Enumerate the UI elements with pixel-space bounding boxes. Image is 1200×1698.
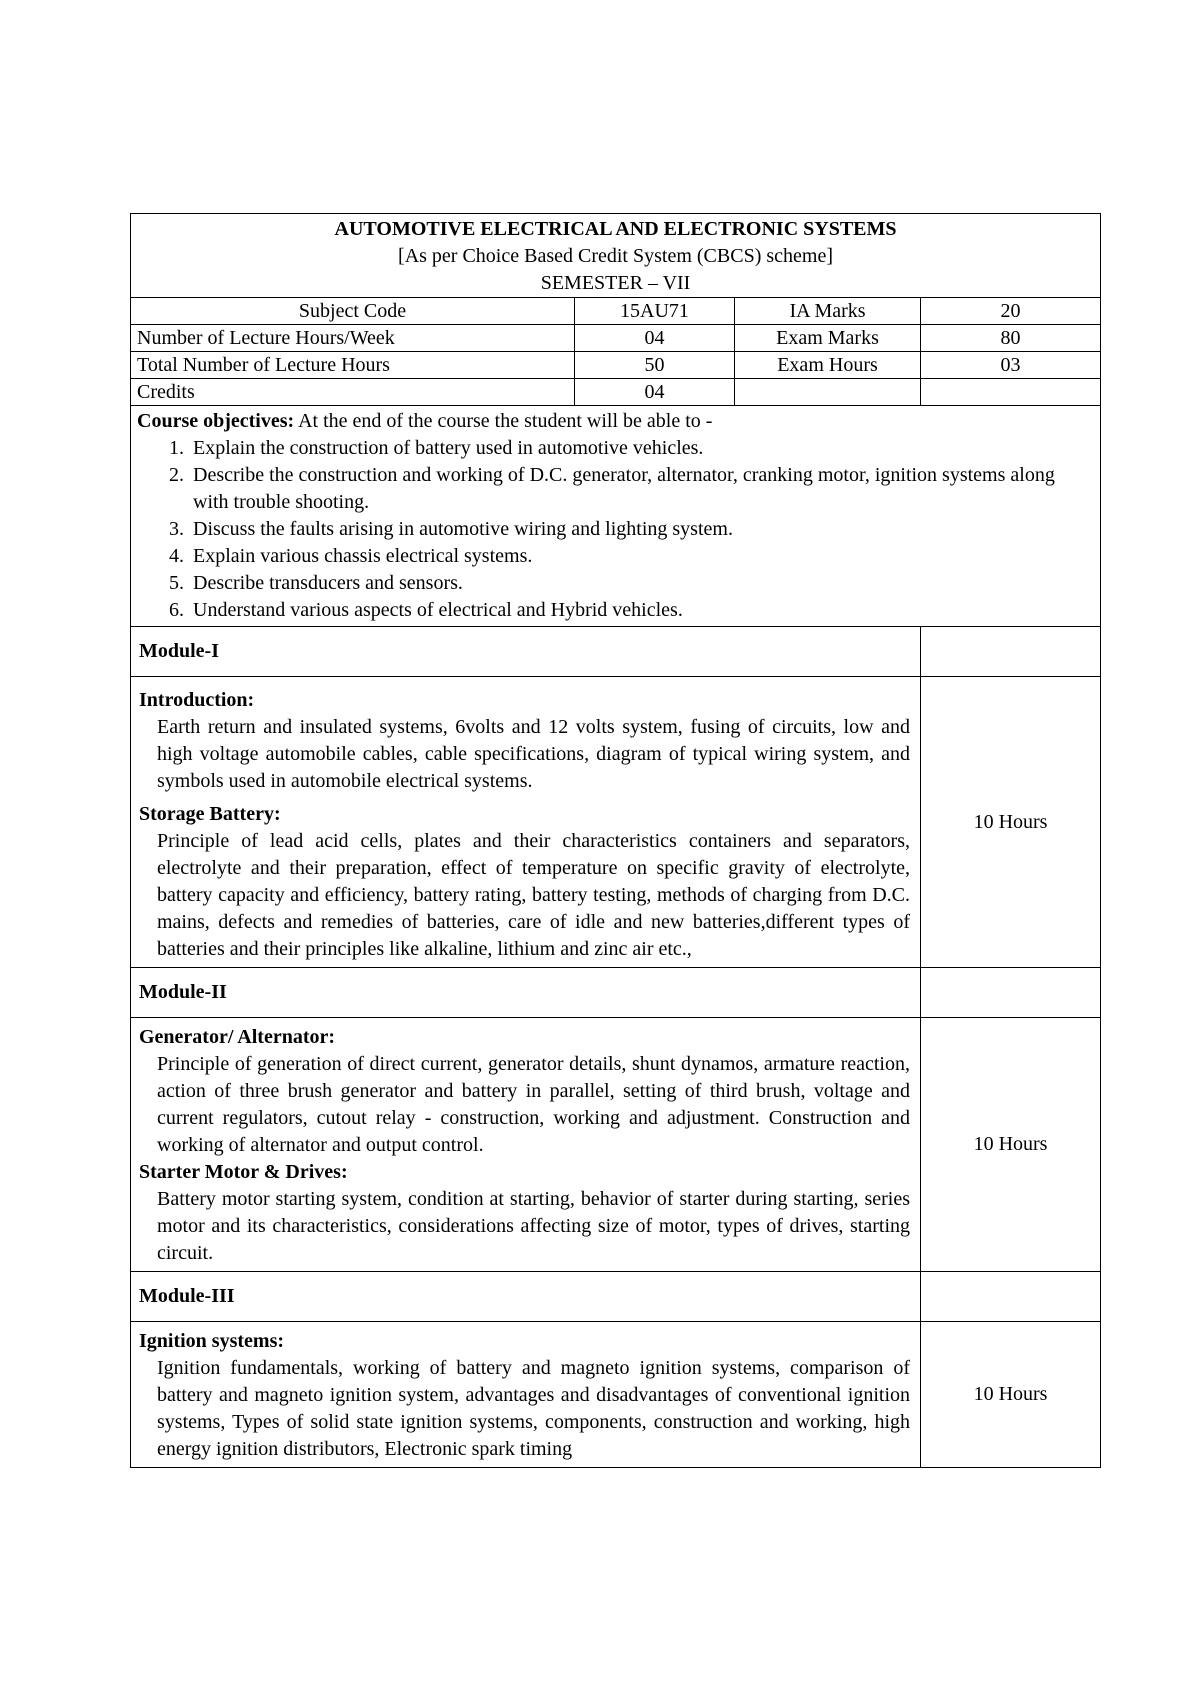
- module-hours: 10 Hours: [921, 677, 1101, 968]
- objective-item: 2. Describe the construction and working of D.C. generator, alternator, cranking motor, ignition systems along with trouble shooting.: [189, 462, 1094, 516]
- topic-heading: Ignition systems:: [139, 1330, 285, 1352]
- empty-cell: [735, 379, 921, 406]
- scheme-line: [As per Choice Based Credit System (CBCS) scheme]: [398, 245, 833, 267]
- module-body: [131, 1018, 921, 1272]
- exam-marks-label: Exam Marks: [735, 325, 921, 352]
- course-title: AUTOMOTIVE ELECTRICAL AND ELECTRONIC SYSTEMS: [334, 218, 897, 240]
- module-hours-blank: [921, 1272, 1101, 1322]
- module-title: Module-II: [131, 968, 921, 1018]
- objective-item: 3. Discuss the faults arising in automotive wiring and lighting system.: [189, 516, 1094, 543]
- objective-item: 5. Describe transducers and sensors.: [189, 570, 1094, 597]
- objectives-intro: [137, 408, 1094, 435]
- header-row: [131, 214, 1101, 298]
- ia-marks-value: 20: [921, 298, 1101, 325]
- objectives-list: [137, 435, 1094, 624]
- info-row: [131, 352, 1101, 379]
- header-cell: [131, 214, 1101, 298]
- topic-text: Battery motor starting system, condition at starting, behavior of starter during starting, series motor and its characteristics, considerations affecting size of motor, types of drives, starting circuit.: [157, 1188, 910, 1264]
- module-title-row: [131, 968, 1101, 1018]
- module-hours-blank: [921, 968, 1101, 1018]
- subject-code-value: 15AU71: [575, 298, 735, 325]
- objective-item: 6. Understand various aspects of electrical and Hybrid vehicles.: [189, 597, 1094, 624]
- module-hours: 10 Hours: [921, 1322, 1101, 1468]
- lecture-hours-week-value: 04: [575, 325, 735, 352]
- topic-text: Earth return and insulated systems, 6volts and 12 volts system, fusing of circuits, low and high voltage automobile cables, cable specifications, diagram of typical wiring system, and symbols used in automobile electrical systems.: [157, 716, 910, 792]
- empty-cell: [921, 379, 1101, 406]
- info-row: [131, 325, 1101, 352]
- semester-line: SEMESTER – VII: [540, 272, 691, 294]
- exam-marks-value: 80: [921, 325, 1101, 352]
- topic-heading: Storage Battery:: [139, 803, 281, 825]
- module-title-row: [131, 1272, 1101, 1322]
- exam-hours-value: 03: [921, 352, 1101, 379]
- credits-label: Credits: [131, 379, 575, 406]
- syllabus-sheet: [130, 213, 1100, 1468]
- module-body: [131, 677, 921, 968]
- module-hours: 10 Hours: [921, 1018, 1101, 1272]
- topic-heading: Generator/ Alternator:: [139, 1026, 336, 1048]
- subject-code-label: Subject Code: [131, 298, 575, 325]
- info-row: [131, 298, 1101, 325]
- exam-hours-label: Exam Hours: [735, 352, 921, 379]
- objectives-row: [131, 406, 1101, 627]
- module-body-row: [131, 677, 1101, 968]
- topic-heading: Introduction:: [139, 689, 255, 711]
- credits-value: 04: [575, 379, 735, 406]
- module-title: Module-III: [131, 1272, 921, 1322]
- module-title-row: [131, 627, 1101, 677]
- module-body-row: [131, 1322, 1101, 1468]
- topic-heading: Starter Motor & Drives:: [139, 1161, 348, 1183]
- lecture-hours-week-label: Number of Lecture Hours/Week: [131, 325, 575, 352]
- module-hours-blank: [921, 627, 1101, 677]
- topic-text: Ignition fundamentals, working of battery and magneto ignition systems, comparison of battery and magneto ignition system, advantages and disadvantages of conventional ignition systems, Types of solid state ignition systems, components, construction and working, high energy ignition distributors, Electronic spark timing: [157, 1357, 910, 1460]
- objective-item: 4. Explain various chassis electrical systems.: [189, 543, 1094, 570]
- total-lecture-hours-label: Total Number of Lecture Hours: [131, 352, 575, 379]
- objectives-label: Course objectives:: [137, 410, 295, 432]
- topic-text: Principle of lead acid cells, plates and their characteristics containers and separators, electrolyte and their preparation, effect of temperature on specific gravity of electrolyte, battery capacity and efficiency, battery rating, battery testing, methods of charging from D.C. mains, defects and remedies of batteries, care of idle and new batteries,different types of batteries and their principles like alkaline, lithium and zinc air etc.,: [157, 830, 910, 960]
- module-body: [131, 1322, 921, 1468]
- module-title: Module-I: [131, 627, 921, 677]
- module-body-row: [131, 1018, 1101, 1272]
- objectives-intro-text: At the end of the course the student will be able to -: [294, 410, 713, 432]
- ia-marks-label: IA Marks: [735, 298, 921, 325]
- syllabus-table: [130, 213, 1101, 1468]
- topic-text: Principle of generation of direct current, generator details, shunt dynamos, armature reaction, action of three brush generator and battery in parallel, setting of third brush, voltage and current regulators, cutout relay - construction, working and adjustment. Construction and working of alternator and output control.: [157, 1053, 910, 1156]
- total-lecture-hours-value: 50: [575, 352, 735, 379]
- info-row: [131, 379, 1101, 406]
- objectives-cell: [131, 406, 1101, 627]
- objective-item: 1. Explain the construction of battery used in automotive vehicles.: [189, 435, 1094, 462]
